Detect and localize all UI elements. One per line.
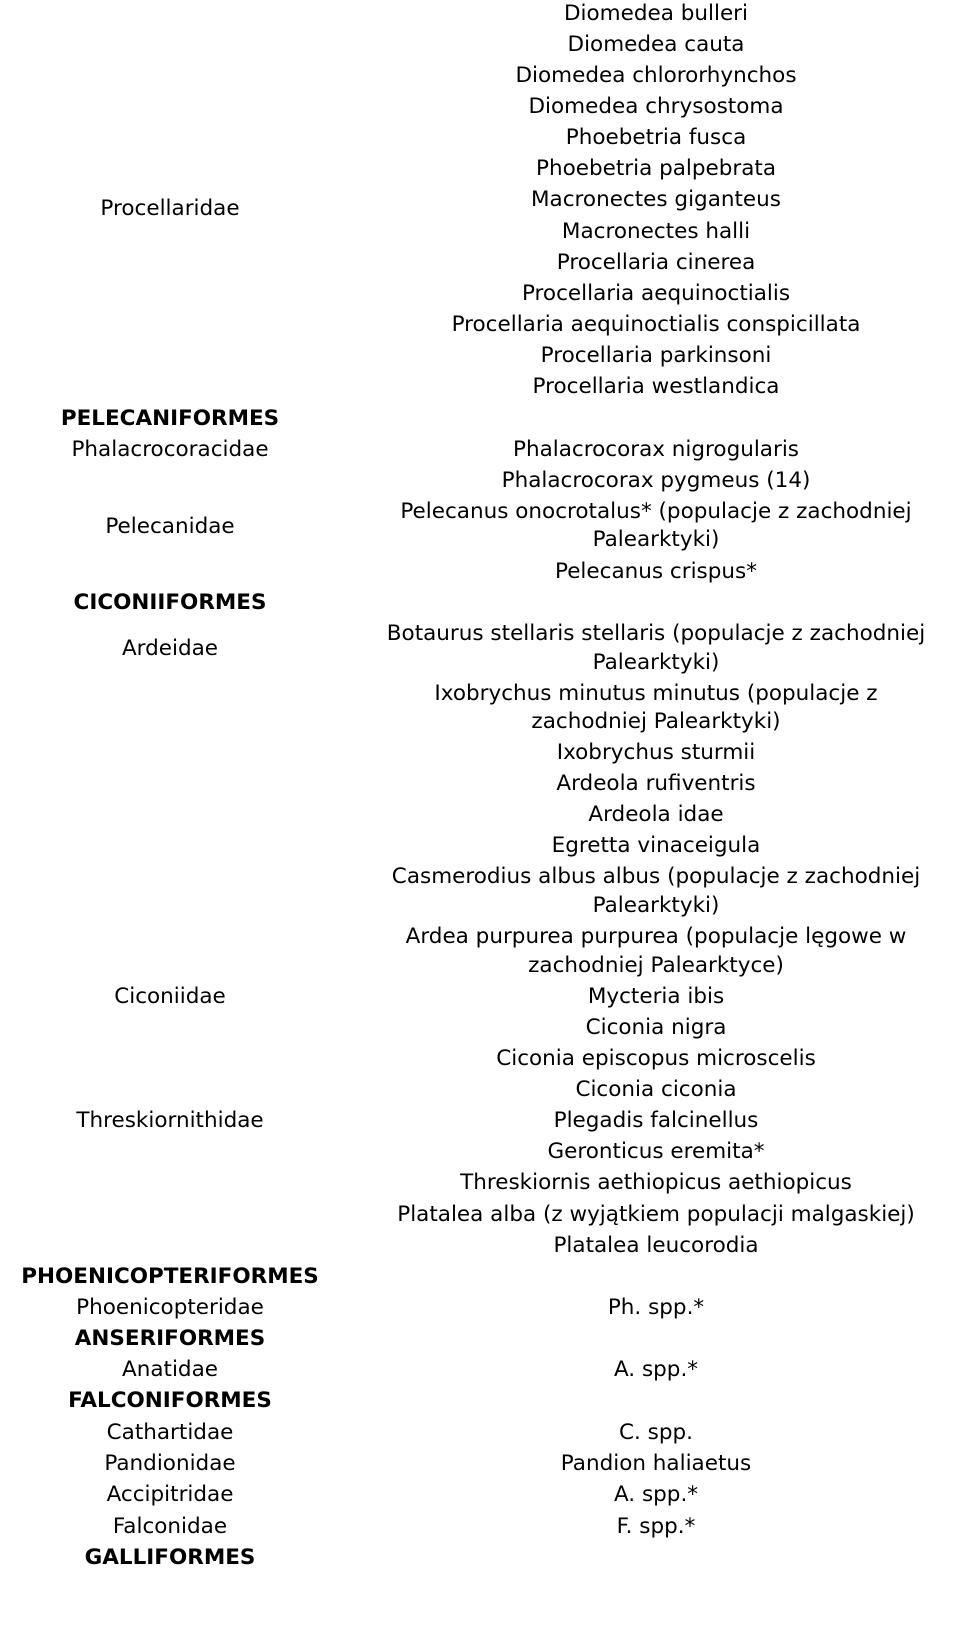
species-entry: Procellaria westlandica <box>532 374 780 399</box>
species-entry: Ciconia nigra <box>585 1015 727 1040</box>
species-entry: Botaurus stellaris stellaris (populacje z zachodniej <box>386 621 926 646</box>
species-entry: Platalea leucorodia <box>553 1233 759 1258</box>
family-label: Ciconiidae <box>114 984 226 1009</box>
species-entry: Diomedea bulleri <box>564 1 748 26</box>
order-heading: ANSERIFORMES <box>74 1326 266 1351</box>
species-entry: Phalacrocorax nigrogularis <box>512 437 800 462</box>
order-heading: PELECANIFORMES <box>60 406 280 431</box>
species-entry-continuation: Palearktyki) <box>592 893 720 918</box>
species-entry: C. spp. <box>618 1420 694 1445</box>
species-entry: Phoebetria palpebrata <box>535 156 777 181</box>
species-entry: Ardea purpurea purpurea (populacje lęgowe w <box>405 924 907 949</box>
species-entry-continuation: zachodniej Palearktyce) <box>528 953 784 978</box>
species-entry: Casmerodius albus albus (populacje z zachodniej <box>391 864 921 889</box>
species-entry: Diomedea chrysostoma <box>528 94 784 119</box>
family-label: Anatidae <box>122 1357 218 1382</box>
family-label: Procellaridae <box>100 196 240 221</box>
species-entry-continuation: zachodniej Palearktyki) <box>531 709 781 734</box>
species-entry-continuation: Palearktyki) <box>592 650 720 675</box>
species-entry: Procellaria aequinoctialis <box>521 281 791 306</box>
family-label: Pelecanidae <box>105 514 235 539</box>
species-entry: Ph. spp.* <box>607 1295 705 1320</box>
species-entry: Ardeola rufiventris <box>556 771 756 796</box>
order-heading: CICONIIFORMES <box>73 590 267 615</box>
species-entry: Platalea alba (z wyjątkiem populacji malgaskiej) <box>397 1202 915 1227</box>
species-entry: Phoebetria fusca <box>565 125 747 150</box>
species-entry: Geronticus eremita* <box>547 1139 765 1164</box>
species-entry: Ixobrychus sturmii <box>556 740 756 765</box>
species-entry: Threskiornis aethiopicus aethiopicus <box>460 1170 852 1195</box>
species-entry: Pelecanus onocrotalus* (populacje z zachodniej <box>400 499 912 524</box>
species-entry: A. spp.* <box>613 1357 699 1382</box>
species-entry-continuation: Palearktyki) <box>592 527 720 552</box>
family-label: Phalacrocoracidae <box>71 437 269 462</box>
species-entry: A. spp.* <box>613 1482 699 1507</box>
species-entry: Ciconia ciconia <box>575 1077 737 1102</box>
species-entry: Pelecanus crispus* <box>555 559 757 584</box>
species-entry: Macronectes halli <box>561 219 751 244</box>
species-entry: Mycteria ibis <box>587 984 725 1009</box>
species-entry: Ardeola idae <box>588 802 724 827</box>
family-label: Threskiornithidae <box>76 1108 264 1133</box>
species-entry: Procellaria cinerea <box>556 250 756 275</box>
species-entry: Egretta vinaceigula <box>551 833 761 858</box>
order-heading: GALLIFORMES <box>84 1545 256 1570</box>
family-label: Pandionidae <box>104 1451 236 1476</box>
order-heading: PHOENICOPTERIFORMES <box>21 1264 319 1289</box>
species-entry: Diomedea chlororhynchos <box>515 63 797 88</box>
family-label: Ardeidae <box>121 636 219 661</box>
family-label: Cathartidae <box>106 1420 234 1445</box>
family-label: Accipitridae <box>106 1482 234 1507</box>
order-heading: FALCONIFORMES <box>68 1388 272 1413</box>
species-entry: Macronectes giganteus <box>531 187 781 212</box>
family-label: Phoenicopteridae <box>76 1295 264 1320</box>
species-entry: F. spp.* <box>616 1514 696 1539</box>
species-entry: Phalacrocorax pygmeus (14) <box>501 468 811 493</box>
species-entry: Ciconia episcopus microscelis <box>496 1046 816 1071</box>
species-entry: Procellaria aequinoctialis conspicillata <box>451 312 861 337</box>
species-entry: Plegadis falcinellus <box>553 1108 759 1133</box>
species-entry: Ixobrychus minutus minutus (populacje z <box>434 681 878 706</box>
species-entry: Procellaria parkinsoni <box>540 343 772 368</box>
family-label: Falconidae <box>112 1514 228 1539</box>
species-entry: Diomedea cauta <box>567 32 745 57</box>
species-entry: Pandion haliaetus <box>560 1451 752 1476</box>
